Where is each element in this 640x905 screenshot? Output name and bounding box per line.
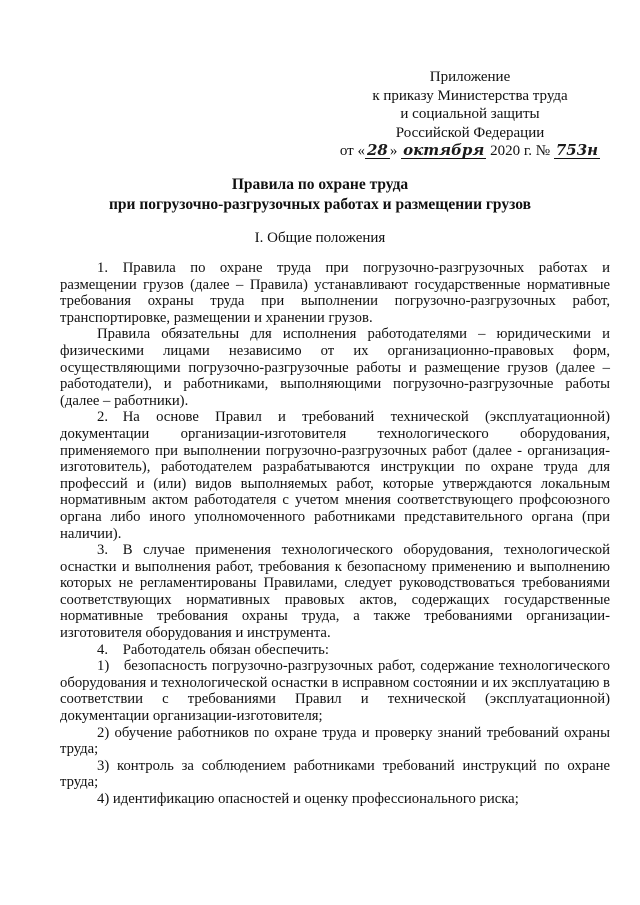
paragraph: 2) обучение работников по охране труда и проверку знаний требований охраны труда; bbox=[60, 724, 610, 758]
appendix-line-2: к приказу Министерства труда bbox=[372, 87, 568, 104]
paragraph: 1) безопасность погрузочно-разгрузочных работ, содержание технологического оборудования и технологической оснастки в исправном состоянии и их эксплуатацию в соответствии с требованиями Правил и технической (эксплуатационной) документации организации-изготовителя; bbox=[60, 658, 610, 725]
paragraph: 3) контроль за соблюдением работниками требований инструкций по охране труда; bbox=[60, 757, 610, 791]
paragraph: 4) идентификацию опасностей и оценку профессионального риска; bbox=[97, 791, 519, 807]
appendix-line-1: Приложение bbox=[429, 69, 511, 85]
document-title bbox=[60, 175, 580, 215]
appendix-header bbox=[330, 68, 610, 161]
paragraph: Правила обязательны для исполнения работодателями – юридическими и физическими лицами независимо от их организационно-правовых форм, осуществляющими погрузочно-разгрузочные работы и размещение грузов (далее – работодатели), и работниками, выполняющими погрузочно-разгрузочные работы (далее – работники). bbox=[60, 326, 610, 409]
date-mid: » bbox=[389, 143, 398, 159]
date-year: 2020 г. № bbox=[490, 143, 551, 159]
paragraph: 3. В случае применения технологического оборудования, технологической оснастки и выполнения работ, требования к безопасному применению и выполнению которых не регламентированы Правилами, следует руководствоваться требованиями соответствующих нормативных правовых актов, содержащих государственные нормативные требования охраны труда, а также требованиями организации-изготовителя оборудования и инструмента. bbox=[60, 542, 610, 642]
paragraph: 1. Правила по охране труда при погрузочно-разгрузочных работах и размещении грузов (далее – Правила) устанавливают государственные нормативные требования охраны труда при выполнении погрузочно-разгрузочных работ, транспортировке, размещении и хранении грузов. bbox=[60, 260, 610, 326]
section-heading: I. Общие положения bbox=[254, 230, 386, 246]
paragraph: 4. Работодатель обязан обеспечить: bbox=[97, 641, 329, 658]
document-body bbox=[60, 260, 610, 808]
date-prefix: от « bbox=[339, 143, 365, 159]
title-line-1: Правила по охране труда bbox=[231, 176, 409, 193]
appendix-line-3: и социальной защиты bbox=[400, 106, 540, 122]
handwritten-order-number: 753н bbox=[555, 141, 599, 159]
order-date-line bbox=[330, 142, 610, 161]
paragraph: 2. На основе Правил и требований технической (эксплуатационной) документации организации-изготовителя технологического оборудования, применяемого при выполнении погрузочно-разгрузочных работ (далее - организация-изготовитель), работодателем разрабатываются инструкции по охране труда для профессий и (или) видов выполняемых работ, которые утверждаются локальным нормативным актом работодателя с учетом мнения соответствующего профсоюзного органа либо иного уполномоченного работниками представительного органа (при наличии). bbox=[60, 409, 610, 542]
handwritten-month: октября bbox=[403, 141, 485, 159]
title-line-2: при погрузочно-разгрузочных работах и размещении грузов bbox=[109, 196, 531, 213]
appendix-line-4: Российской Федерации bbox=[395, 124, 545, 141]
handwritten-day: 28 bbox=[366, 141, 388, 159]
